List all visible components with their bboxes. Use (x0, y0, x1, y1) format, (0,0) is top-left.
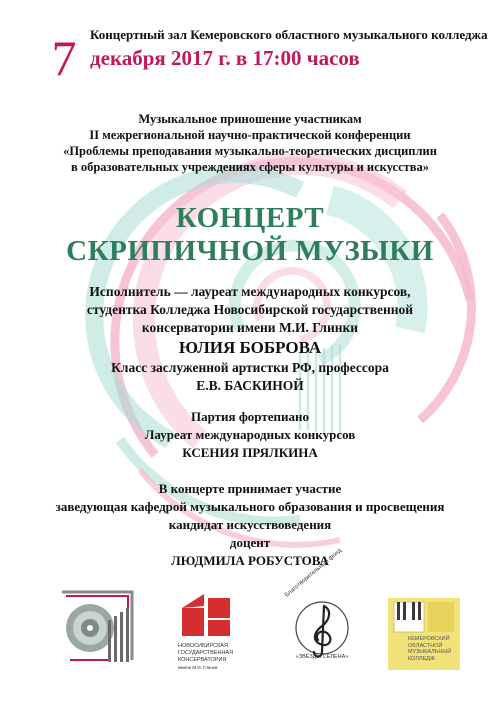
charity-fund-logo (282, 547, 362, 668)
fund-name: «ЗВЁЗДЫ СЕЛЕНА» (295, 654, 349, 660)
conservatory-text: КОНСЕРВАТОРИЯ (178, 657, 227, 663)
performer-line: студентка Колледжа Новосибирской государственной (86, 302, 414, 317)
conservatory-logo (178, 590, 238, 682)
performer-block (0, 283, 500, 395)
conservatory-text: имени М.И. Глинки (178, 665, 218, 670)
piano-block (0, 408, 500, 462)
conservatory-emblem-icon (178, 590, 238, 636)
college-text: КЕМЕРОВСКИЙ (408, 636, 450, 642)
college-text: МУЗЫКАЛЬНЫЙ (408, 649, 452, 656)
fund-text: Благотворительный фонд (284, 547, 344, 599)
participant-line: В концерте принимает участие (158, 481, 342, 496)
kemerovo-college-logo (388, 598, 460, 670)
participant-line: заведующая кафедрой музыкального образования и просвещения (55, 499, 445, 514)
college-text: КОЛЛЕДЖ (408, 655, 436, 662)
pianist-name: КСЕНИЯ ПРЯЛКИНА (182, 445, 318, 460)
participant-block (0, 480, 500, 570)
dedication-line: в образовательных учреждениях сферы культуры и искусства» (70, 160, 430, 174)
event-day: 7 (51, 30, 77, 86)
event-date-time: декабря 2017 г. в 17:00 часов (90, 46, 360, 70)
participant-line: кандидат искусствоведения (168, 517, 332, 532)
college-text: ОБЛАСТНОЙ (408, 642, 443, 649)
conservatory-text: ГОСУДАРСТВЕННАЯ (178, 650, 234, 656)
conservatory-text: НОВОСИБИРСКАЯ (178, 643, 228, 649)
performer-line: консерватории имени М.И. Глинки (141, 320, 359, 335)
piano-line: Лауреат международных конкурсов (144, 427, 356, 442)
performer-teacher: Е.В. БАСКИНОЙ (196, 378, 304, 393)
performer-class: Класс заслуженной артистки РФ, профессора (111, 360, 389, 375)
title-line: КОНЦЕРТ (175, 202, 325, 234)
title-line: СКРИПИЧНОЙ МУЗЫКИ (66, 235, 434, 267)
concert-title (0, 202, 500, 268)
participant-name: ЛЮДМИЛА РОБУСТОВА (171, 553, 329, 568)
performer-line: Исполнитель — лауреат международных конкурсов, (89, 284, 411, 299)
dedication-block (0, 111, 500, 175)
college-emblem-logo (60, 590, 134, 666)
piano-keys-icon (388, 598, 460, 638)
piano-line: Партия фортепиано (190, 409, 309, 424)
dedication-line: Музыкальное приношение участникам (138, 112, 362, 126)
dedication-line: II межрегиональной научно-практической конференции (89, 128, 411, 142)
participant-line: доцент (229, 535, 271, 550)
dedication-line: «Проблемы преподавания музыкально-теоретических дисциплин (63, 144, 437, 158)
venue-line: Концертный зал Кемеровского областного музыкального колледжа (90, 27, 488, 42)
performer-name: ЮЛИЯ БОБРОВА (178, 338, 322, 357)
